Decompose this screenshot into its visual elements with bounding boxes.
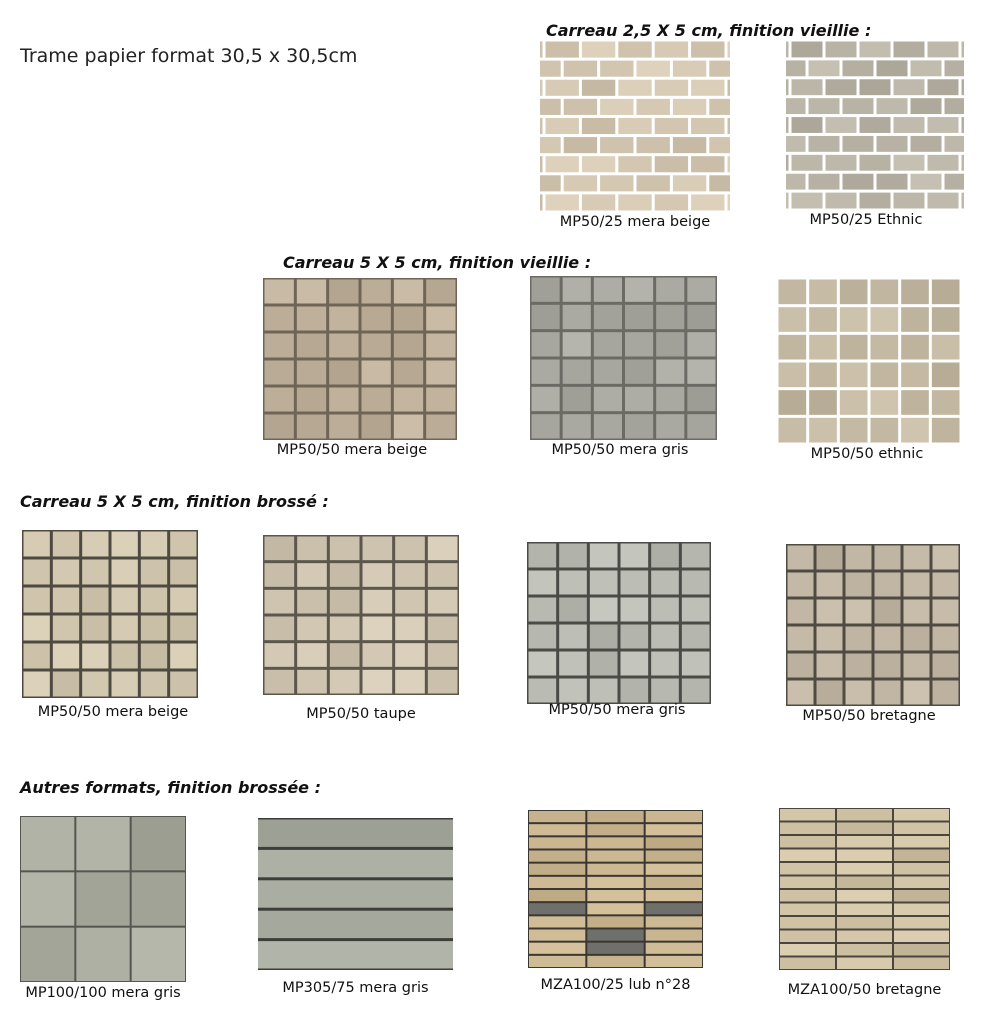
- tile-caption: MP50/25 mera beige: [559, 214, 711, 230]
- intro-text: Trame papier format 30,5 x 30,5cm: [20, 45, 358, 67]
- tile-image: [527, 542, 711, 704]
- tile-image: [263, 535, 459, 695]
- tile-image: [530, 276, 717, 440]
- tile-caption: MP50/50 taupe: [306, 706, 416, 722]
- tile-caption: MP100/100 mera gris: [25, 985, 181, 1001]
- tile-caption: MP50/50 mera beige: [37, 704, 189, 720]
- tile-caption: MP50/50 mera gris: [548, 702, 686, 718]
- tile-caption: MP50/25 Ethnic: [809, 212, 923, 228]
- tile-caption: MP50/50 bretagne: [802, 708, 936, 724]
- tile-image: [779, 808, 950, 970]
- tile-image: [540, 40, 730, 212]
- tile-caption: MP50/50 ethnic: [810, 446, 924, 462]
- section-heading-5x5-brosse: Carreau 5 X 5 cm, finition brossé :: [20, 492, 329, 511]
- tile-caption: MP305/75 mera gris: [282, 980, 429, 996]
- tile-caption: MP50/50 mera gris: [551, 442, 689, 458]
- section-heading-autres-formats: Autres formats, finition brossée :: [20, 778, 321, 797]
- section-heading-5x5-vieillie: Carreau 5 X 5 cm, finition vieillie :: [283, 253, 592, 272]
- tile-image: [258, 818, 453, 970]
- tile-caption: MP50/50 mera beige: [276, 442, 428, 458]
- tile-image: [777, 278, 961, 444]
- tile-image: [786, 40, 964, 210]
- tile-image: [22, 530, 198, 698]
- tile-caption: MZA100/50 bretagne: [787, 982, 942, 998]
- tile-image: [263, 278, 457, 440]
- section-heading-2x5-vieillie: Carreau 2,5 X 5 cm, finition vieillie :: [546, 21, 872, 40]
- tile-image: [20, 816, 186, 982]
- tile-image: [786, 544, 960, 706]
- tile-image: [528, 810, 703, 968]
- tile-caption: MZA100/25 lub n°28: [540, 977, 691, 993]
